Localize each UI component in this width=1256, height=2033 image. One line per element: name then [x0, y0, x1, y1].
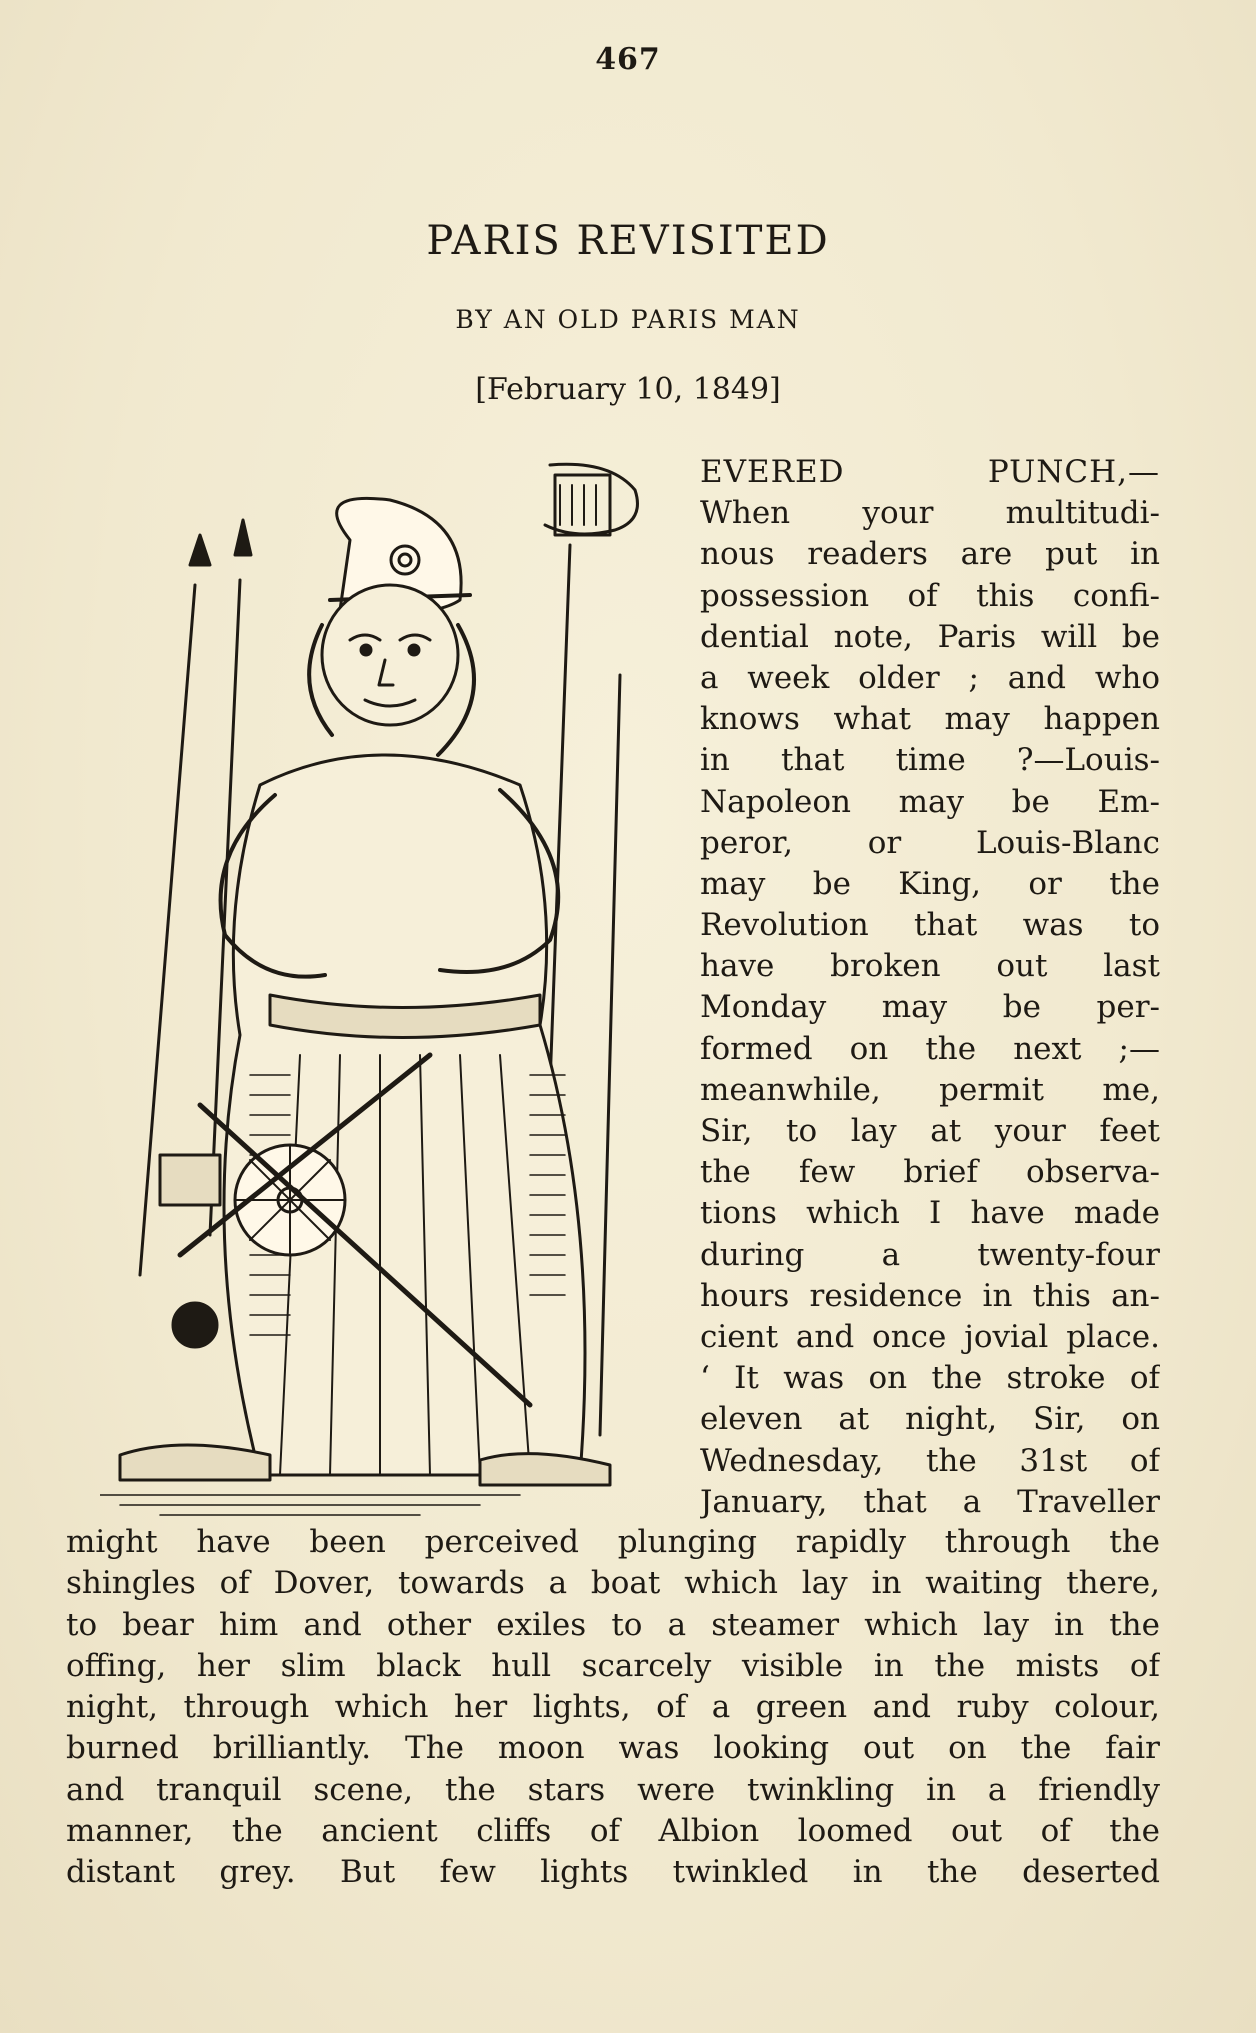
text-line: January, that a Traveller	[700, 1483, 1160, 1520]
text-line: a week older ; and who	[700, 659, 1160, 696]
text-line: in that time ?—Louis-	[700, 742, 1160, 779]
text-line: the few brief observa-	[700, 1154, 1160, 1191]
text-line: during a twenty-four	[700, 1236, 1160, 1273]
text-line: ‘ It was on the stroke of	[700, 1360, 1160, 1397]
text-line: possession of this confi-	[700, 577, 1160, 614]
page-number: 467	[595, 42, 661, 77]
text-line: Napoleon may be Em-	[700, 783, 1160, 820]
text-line: offing, her slim black hull scarcely visible in the mists of	[66, 1647, 1160, 1684]
text-line: Wednesday, the 31st of	[700, 1442, 1160, 1479]
text-line: distant grey. But few lights twinkled in the deserted	[66, 1854, 1160, 1891]
body-text	[66, 1522, 1160, 1894]
text-line: eleven at night, Sir, on	[700, 1401, 1160, 1438]
text-line: meanwhile, permit me,	[700, 1071, 1160, 1108]
text-line: burned brilliantly. The moon was looking out on the fair	[66, 1730, 1160, 1767]
text-line: cient and once jovial place.	[700, 1318, 1160, 1355]
text-line: formed on the next ;—	[700, 1030, 1160, 1067]
figure-of-liberty-illustration	[100, 455, 680, 1520]
text-line: shingles of Dover, towards a boat which lay in waiting there,	[66, 1565, 1160, 1602]
text-line: When your multitudi-	[700, 495, 1160, 532]
text-line: Sir, to lay at your feet	[700, 1113, 1160, 1149]
text-line: dential note, Paris will be	[700, 618, 1160, 655]
text-line: may be King, or the	[700, 865, 1160, 902]
column-text	[700, 452, 1160, 1523]
article-title: PARIS REVISITED	[426, 218, 830, 264]
text-line: hours residence in this an-	[700, 1277, 1160, 1314]
text-line: night, through which her lights, of a green and ruby colour,	[66, 1689, 1160, 1726]
text-line: might have been perceived plunging rapidly through the	[66, 1524, 1160, 1560]
text-line: Monday may be per-	[700, 989, 1160, 1026]
text-line: knows what may happen	[700, 701, 1160, 738]
text-line: nous readers are put in	[700, 536, 1160, 573]
text-line: tions which I have made	[700, 1195, 1160, 1232]
text-line: peror, or Louis-Blanc	[700, 824, 1160, 861]
text-line: have broken out last	[700, 948, 1160, 985]
text-line: EVERED PUNCH,—	[700, 454, 1160, 490]
article-date: [February 10, 1849]	[475, 372, 781, 407]
article-byline: BY AN OLD PARIS MAN	[455, 305, 801, 334]
text-line: manner, the ancient cliffs of Albion loomed out of the	[66, 1813, 1160, 1850]
text-line: and tranquil scene, the stars were twinkling in a friendly	[66, 1771, 1160, 1808]
text-line: to bear him and other exiles to a steamer which lay in the	[66, 1606, 1160, 1643]
text-line: Revolution that was to	[700, 907, 1160, 944]
